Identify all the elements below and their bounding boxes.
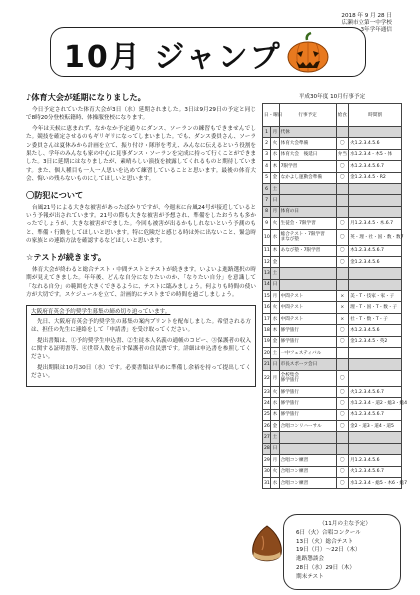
cell-lunch: 〇 <box>336 245 348 256</box>
november-line: 進路懇談会 <box>296 556 324 563</box>
cell-lunch: 〇 <box>336 256 348 267</box>
cell-day: 14 <box>263 279 271 290</box>
articles-column <box>26 92 256 387</box>
schedule-row <box>263 443 402 454</box>
cell-event <box>279 256 336 267</box>
cell-day: 15 <box>263 291 271 302</box>
cell-timetable: 水1.2.3.4・木5・体 <box>349 149 402 160</box>
article-tests <box>26 252 256 300</box>
cell-lunch: 〇 <box>336 229 348 245</box>
schedule-row <box>263 420 402 431</box>
cell-timetable: 木1.2.3.4.5.6.7 <box>349 161 402 172</box>
cell-weekday: 木 <box>271 325 279 336</box>
cell-lunch: 〇 <box>336 455 348 466</box>
november-line: 期末テスト <box>296 573 324 580</box>
cell-day: 29 <box>263 455 271 466</box>
cell-weekday: 月 <box>271 127 279 138</box>
cell-lunch <box>336 195 348 206</box>
cell-timetable: 社・T・数・T・子 <box>349 313 402 324</box>
cell-day: 6 <box>263 183 271 194</box>
col-header-date: 日・曜日 <box>263 104 280 127</box>
cell-day: 8 <box>263 206 271 217</box>
cell-timetable <box>349 348 402 359</box>
cell-weekday: 金 <box>271 172 279 183</box>
cell-day: 30 <box>263 466 271 477</box>
cell-event: 体育の日 <box>279 206 336 217</box>
schedule-row <box>263 359 402 370</box>
cell-lunch: 〇 <box>336 466 348 477</box>
cell-day: 18 <box>263 325 271 336</box>
cell-event: 修学旅行 <box>279 336 336 347</box>
cell-timetable: 月1.2.3.4.5.6 <box>349 455 402 466</box>
cell-lunch <box>336 359 348 370</box>
cell-event: 合唱コン練習 <box>279 455 336 466</box>
schedule-row <box>263 409 402 420</box>
cell-weekday: 月 <box>271 370 279 386</box>
cell-day: 20 <box>263 348 271 359</box>
cell-event: 生徒会・7限学習 <box>279 218 336 229</box>
cell-day: 5 <box>263 172 271 183</box>
schedule-row <box>263 455 402 466</box>
schedule-row <box>263 398 402 409</box>
cell-weekday: 水 <box>271 398 279 409</box>
cell-event: 中間テスト <box>279 302 336 313</box>
cell-event: 7限学習 <box>279 161 336 172</box>
cell-timetable <box>349 432 402 443</box>
schedule-row <box>263 279 402 290</box>
cell-event <box>279 268 336 279</box>
schedule-row <box>263 172 402 183</box>
cell-timetable <box>349 443 402 454</box>
cell-event <box>279 443 336 454</box>
cell-timetable <box>349 370 402 386</box>
schedule-row <box>263 325 402 336</box>
schedule-row <box>263 370 402 386</box>
cell-timetable <box>349 279 402 290</box>
cell-timetable <box>349 206 402 217</box>
cell-day: 7 <box>263 195 271 206</box>
cell-lunch: 〇 <box>336 409 348 420</box>
article-sports-day <box>26 92 256 184</box>
schedule-row <box>263 245 402 256</box>
cell-day: 9 <box>263 218 271 229</box>
cell-lunch: 〇 <box>336 161 348 172</box>
cell-day: 19 <box>263 336 271 347</box>
event-line: 修学旅行 <box>280 378 299 384</box>
cell-lunch: 〇 <box>336 218 348 229</box>
article-title: ♪体育大会が延期になりました。 <box>26 92 146 102</box>
cell-timetable: 水1.2.3.4・道2・総3・総4 <box>349 398 402 409</box>
schedule-row <box>263 336 402 347</box>
cell-timetable: 英・理・社・国・数・数7 <box>349 229 402 245</box>
cell-timetable: 金1.2.3.4.5・R2 <box>349 172 402 183</box>
cell-timetable <box>349 359 402 370</box>
cell-event: 修学旅行 <box>279 409 336 420</box>
scholarship-notice <box>26 305 256 386</box>
cell-lunch <box>336 432 348 443</box>
cell-weekday: 金 <box>271 420 279 431</box>
cell-timetable: 火1.2.3.4.5.6.7 <box>349 466 402 477</box>
schedule-row <box>263 127 402 138</box>
schedule-row <box>263 138 402 149</box>
cell-timetable: 火1.2.3.4.5.6.7 <box>349 386 402 397</box>
cell-lunch: 〇 <box>336 336 348 347</box>
cell-weekday: 金 <box>271 256 279 267</box>
cell-day: 1 <box>263 127 271 138</box>
cell-day: 4 <box>263 161 271 172</box>
cell-lunch <box>336 268 348 279</box>
cell-weekday: 木 <box>271 409 279 420</box>
cell-timetable: 理・T・国・T・数・子 <box>349 302 402 313</box>
schedule-row <box>263 477 402 488</box>
cell-lunch <box>336 127 348 138</box>
cell-event: 修学旅行 <box>279 398 336 409</box>
cell-event: 修学旅行 <box>279 325 336 336</box>
cell-event: 修学旅行 <box>279 386 336 397</box>
school-name: 広瀬市立第一中学校 <box>341 20 392 27</box>
cell-timetable: 金2・道3・道4・道5 <box>349 420 402 431</box>
cell-weekday: 日 <box>271 443 279 454</box>
cell-timetable <box>349 127 402 138</box>
issue-date: 2018 年 9 月 28 日 <box>341 13 392 19</box>
article-paragraph: 今日予定されていた体育大会が3日（水）延期されました。3日は9月29日の予定と同じで8時20分登校転籍時、体操服登校になります。 <box>26 107 256 122</box>
cell-timetable: 木1.2.3.4.5.6.7 <box>349 409 402 420</box>
cell-weekday: 月 <box>271 455 279 466</box>
cell-weekday: 火 <box>271 302 279 313</box>
november-line: 28日（水）29日（木） <box>296 564 355 571</box>
cell-event: 市長スポーツ会日 <box>279 359 336 370</box>
jack-o-lantern-icon <box>286 32 330 74</box>
article-crime-prevention <box>26 190 256 246</box>
cell-weekday: 水 <box>271 477 279 488</box>
col-header-lunch: 給食 <box>336 104 348 127</box>
cell-weekday: 木 <box>271 245 279 256</box>
november-title: （11月の主な予定） <box>319 521 371 527</box>
cell-lunch: × <box>336 313 348 324</box>
cell-day: 12 <box>263 256 271 267</box>
article-paragraph: 台風21号による大きな被害があったばかりですが、今週末に台風24号が接近しているという予報が出されています。21号の際も大きな被害が予想され、準備をしたおうちも多かったでしょうが、大きな被害がでました。今回も被害が出るかもしれないという予測のもと、準備・行動をしてほしいと思います。特に危険だと感じる時は外に出ないこと、緊急時の家族との連絡方法を確認するなどほしいと思います。 <box>26 204 256 245</box>
cell-event <box>279 183 336 194</box>
chestnut-icon <box>248 522 286 568</box>
cell-day: 2 <box>263 138 271 149</box>
article-paragraph: 体育大会が終わると総合テスト・中間テストとテストが続きます。いよいよ進路選択の時期が見えてきました。年年後、どんな自分になりたいのか、「なりたい自分」を意識して「なれる自分」の範囲を大きくできるように、テストに臨みましょう。何よりも時間の使い方が大切です。スケジュールを立て、計画的にテストまでの時間を過ごしましょう。 <box>26 266 256 298</box>
schedule-row <box>263 183 402 194</box>
cell-weekday: 月 <box>271 206 279 217</box>
schedule-header-row <box>263 104 402 127</box>
cell-weekday: 水 <box>271 313 279 324</box>
cell-timetable: 火1.2.3.4.5.6 <box>349 138 402 149</box>
cell-day: 28 <box>263 443 271 454</box>
cell-timetable: 月1.2.3.4.5・木.6.7 <box>349 218 402 229</box>
cell-weekday: 日 <box>271 279 279 290</box>
schedule-body <box>263 127 408 489</box>
article-title: ☆テストが続きます。 <box>26 251 107 262</box>
cell-weekday: 金 <box>271 336 279 347</box>
cell-event <box>279 432 336 443</box>
event-line: 全校集会 <box>280 373 299 379</box>
cell-lunch <box>336 348 348 359</box>
cell-weekday: 火 <box>271 466 279 477</box>
november-line: 19日（月）～22日（木） <box>296 547 361 554</box>
cell-weekday: 月 <box>271 291 279 302</box>
cell-weekday: 木 <box>271 161 279 172</box>
cell-day: 31 <box>263 477 271 488</box>
cell-timetable: 美・T・技家・家・子 <box>349 291 402 302</box>
notice-paragraph: 提出書類は、①予約奨学生申込書、②生徒本人名義の通帳のコピー、③保護者の収入に関する証明書等、④世帯人数を示す保護者の住民票です。詳細は申込書を参照してください。 <box>31 337 251 361</box>
cell-day: 16 <box>263 302 271 313</box>
cell-lunch <box>336 206 348 217</box>
schedule-table <box>262 103 408 489</box>
notice-paragraph: 提出期限は10月30日（水）です。必要書類は早めに準備し余裕を持って提出してください。 <box>31 364 251 380</box>
cell-lunch: × <box>336 291 348 302</box>
cell-weekday: 日 <box>271 195 279 206</box>
schedule-row <box>263 256 402 267</box>
cell-event <box>279 195 336 206</box>
schedule-row <box>263 206 402 217</box>
schedule-row <box>263 466 402 477</box>
cell-timetable <box>349 268 402 279</box>
cell-day: 17 <box>263 313 271 324</box>
notice-title: 大阪府育英会予約奨学生募集の締め切り迫っています。 <box>31 309 171 316</box>
cell-day: 24 <box>263 398 271 409</box>
schedule-row <box>263 229 402 245</box>
schedule-row <box>263 218 402 229</box>
cell-event: 中間テスト <box>279 313 336 324</box>
notice-paragraph: 先日、大阪府育英会予約奨学生の募集の案内プリントを配布しました。希望される方は、担任の先生に連絡をして「申請書」を受け取ってください。 <box>31 318 251 334</box>
cell-day: 11 <box>263 245 271 256</box>
cell-weekday: 日 <box>271 359 279 370</box>
cell-event <box>279 370 336 386</box>
cell-day: 23 <box>263 386 271 397</box>
cell-event: 体育大会 後延日 <box>279 149 336 160</box>
cell-timetable: 金1.2.3.4.5.6 <box>349 256 402 267</box>
cell-lunch <box>336 183 348 194</box>
cell-day: 10 <box>263 229 271 245</box>
cell-lunch: 〇 <box>336 477 348 488</box>
schedule-row <box>263 302 402 313</box>
cell-lunch: 〇 <box>336 138 348 149</box>
cell-timetable <box>349 195 402 206</box>
cell-day: 26 <box>263 420 271 431</box>
schedule-column <box>262 94 408 489</box>
cell-timetable: 金1.2.3.4.5・英2 <box>349 336 402 347</box>
schedule-row <box>263 432 402 443</box>
schedule-row <box>263 149 402 160</box>
cell-weekday: 水 <box>271 229 279 245</box>
cell-event: あなび塾・7限学習 <box>279 245 336 256</box>
cell-weekday: 土 <box>271 268 279 279</box>
cell-weekday: 土 <box>271 432 279 443</box>
cell-day: 27 <box>263 432 271 443</box>
schedule-row <box>263 195 402 206</box>
cell-event: 合唱コンリハーサル <box>279 420 336 431</box>
cell-weekday: 火 <box>271 138 279 149</box>
cell-lunch: 〇 <box>336 386 348 397</box>
november-line: 13日（火）総合テスト <box>296 538 354 545</box>
cell-day: 21 <box>263 359 271 370</box>
cell-lunch: 〇 <box>336 325 348 336</box>
schedule-row <box>263 291 402 302</box>
november-box <box>283 514 401 590</box>
schedule-row <box>263 348 402 359</box>
cell-day: 13 <box>263 268 271 279</box>
schedule-row <box>263 313 402 324</box>
schedule-row <box>263 268 402 279</box>
cell-event <box>279 229 336 245</box>
cell-weekday: 火 <box>271 386 279 397</box>
event-line: 総合テスト・7限学習 <box>280 232 325 238</box>
cell-lunch: 弁当 <box>336 149 348 160</box>
cell-lunch: 〇 <box>336 398 348 409</box>
cell-event: 一中フェスティバル <box>279 348 336 359</box>
cell-lunch: × <box>336 302 348 313</box>
cell-lunch: 〇 <box>336 370 348 386</box>
cell-timetable <box>349 183 402 194</box>
cell-weekday: 水 <box>271 149 279 160</box>
cell-event: 中間テスト <box>279 291 336 302</box>
article-title: 〇防犯について <box>26 189 84 200</box>
cell-event <box>279 279 336 290</box>
cell-weekday: 土 <box>271 183 279 194</box>
cell-weekday: 土 <box>271 348 279 359</box>
cell-event: 体育大会準備 <box>279 138 336 149</box>
schedule-row <box>263 386 402 397</box>
cell-event: 代休 <box>279 127 336 138</box>
schedule-row <box>263 161 402 172</box>
schedule-title: 平成30年度 10月行事予定 <box>298 94 366 100</box>
col-header-event: 行事予定 <box>279 104 336 127</box>
cell-event: 合唱コン練習 <box>279 477 336 488</box>
cell-timetable: 木1.2.3.4.5.6.7 <box>349 245 402 256</box>
page-title: 10月 ジャンプ <box>64 40 282 75</box>
cell-lunch <box>336 279 348 290</box>
cell-lunch: 〇 <box>336 420 348 431</box>
event-line: まなび塾 <box>280 237 299 243</box>
cell-timetable: 水1.2.3.4・総5・木6・総7 <box>349 477 402 488</box>
november-line: 6日（火）合唱コンクール <box>296 529 361 536</box>
col-header-timetable: 時間割 <box>349 104 402 127</box>
cell-day: 3 <box>263 149 271 160</box>
cell-lunch: 〇 <box>336 172 348 183</box>
cell-event: なかよし運動会準備 <box>279 172 336 183</box>
cell-event: 合唱コン練習 <box>279 466 336 477</box>
cell-day: 22 <box>263 370 271 386</box>
cell-timetable: 木1.2.3.4.5.6 <box>349 325 402 336</box>
cell-weekday: 火 <box>271 218 279 229</box>
issuer: 3年学年通信 <box>360 27 392 34</box>
cell-day: 25 <box>263 409 271 420</box>
cell-lunch <box>336 443 348 454</box>
article-paragraph: 今年は天候に恵まれず、なかなか予定通りにダンス、ソーランの練習もできませんでした。競技を確定させるのもギリギリになってしまいました。でも、ダンス委員さん、ソーラン委員さんは夏休みから計画を立て、振り付け・隊形を考え、みんなに伝えるという役割を果たし、学年のみんなも家の中心に見事ダンス・ソーランを完成に持って行くことができました。3日に延期にはなりましたが、素晴らしい演技を披露してくれるものと期待しています。また、個人種目も一人一人思いを込めて練習していることと思います。最後の体育大会、悔いの残らないものにしてほしいと思います。 <box>26 125 256 183</box>
